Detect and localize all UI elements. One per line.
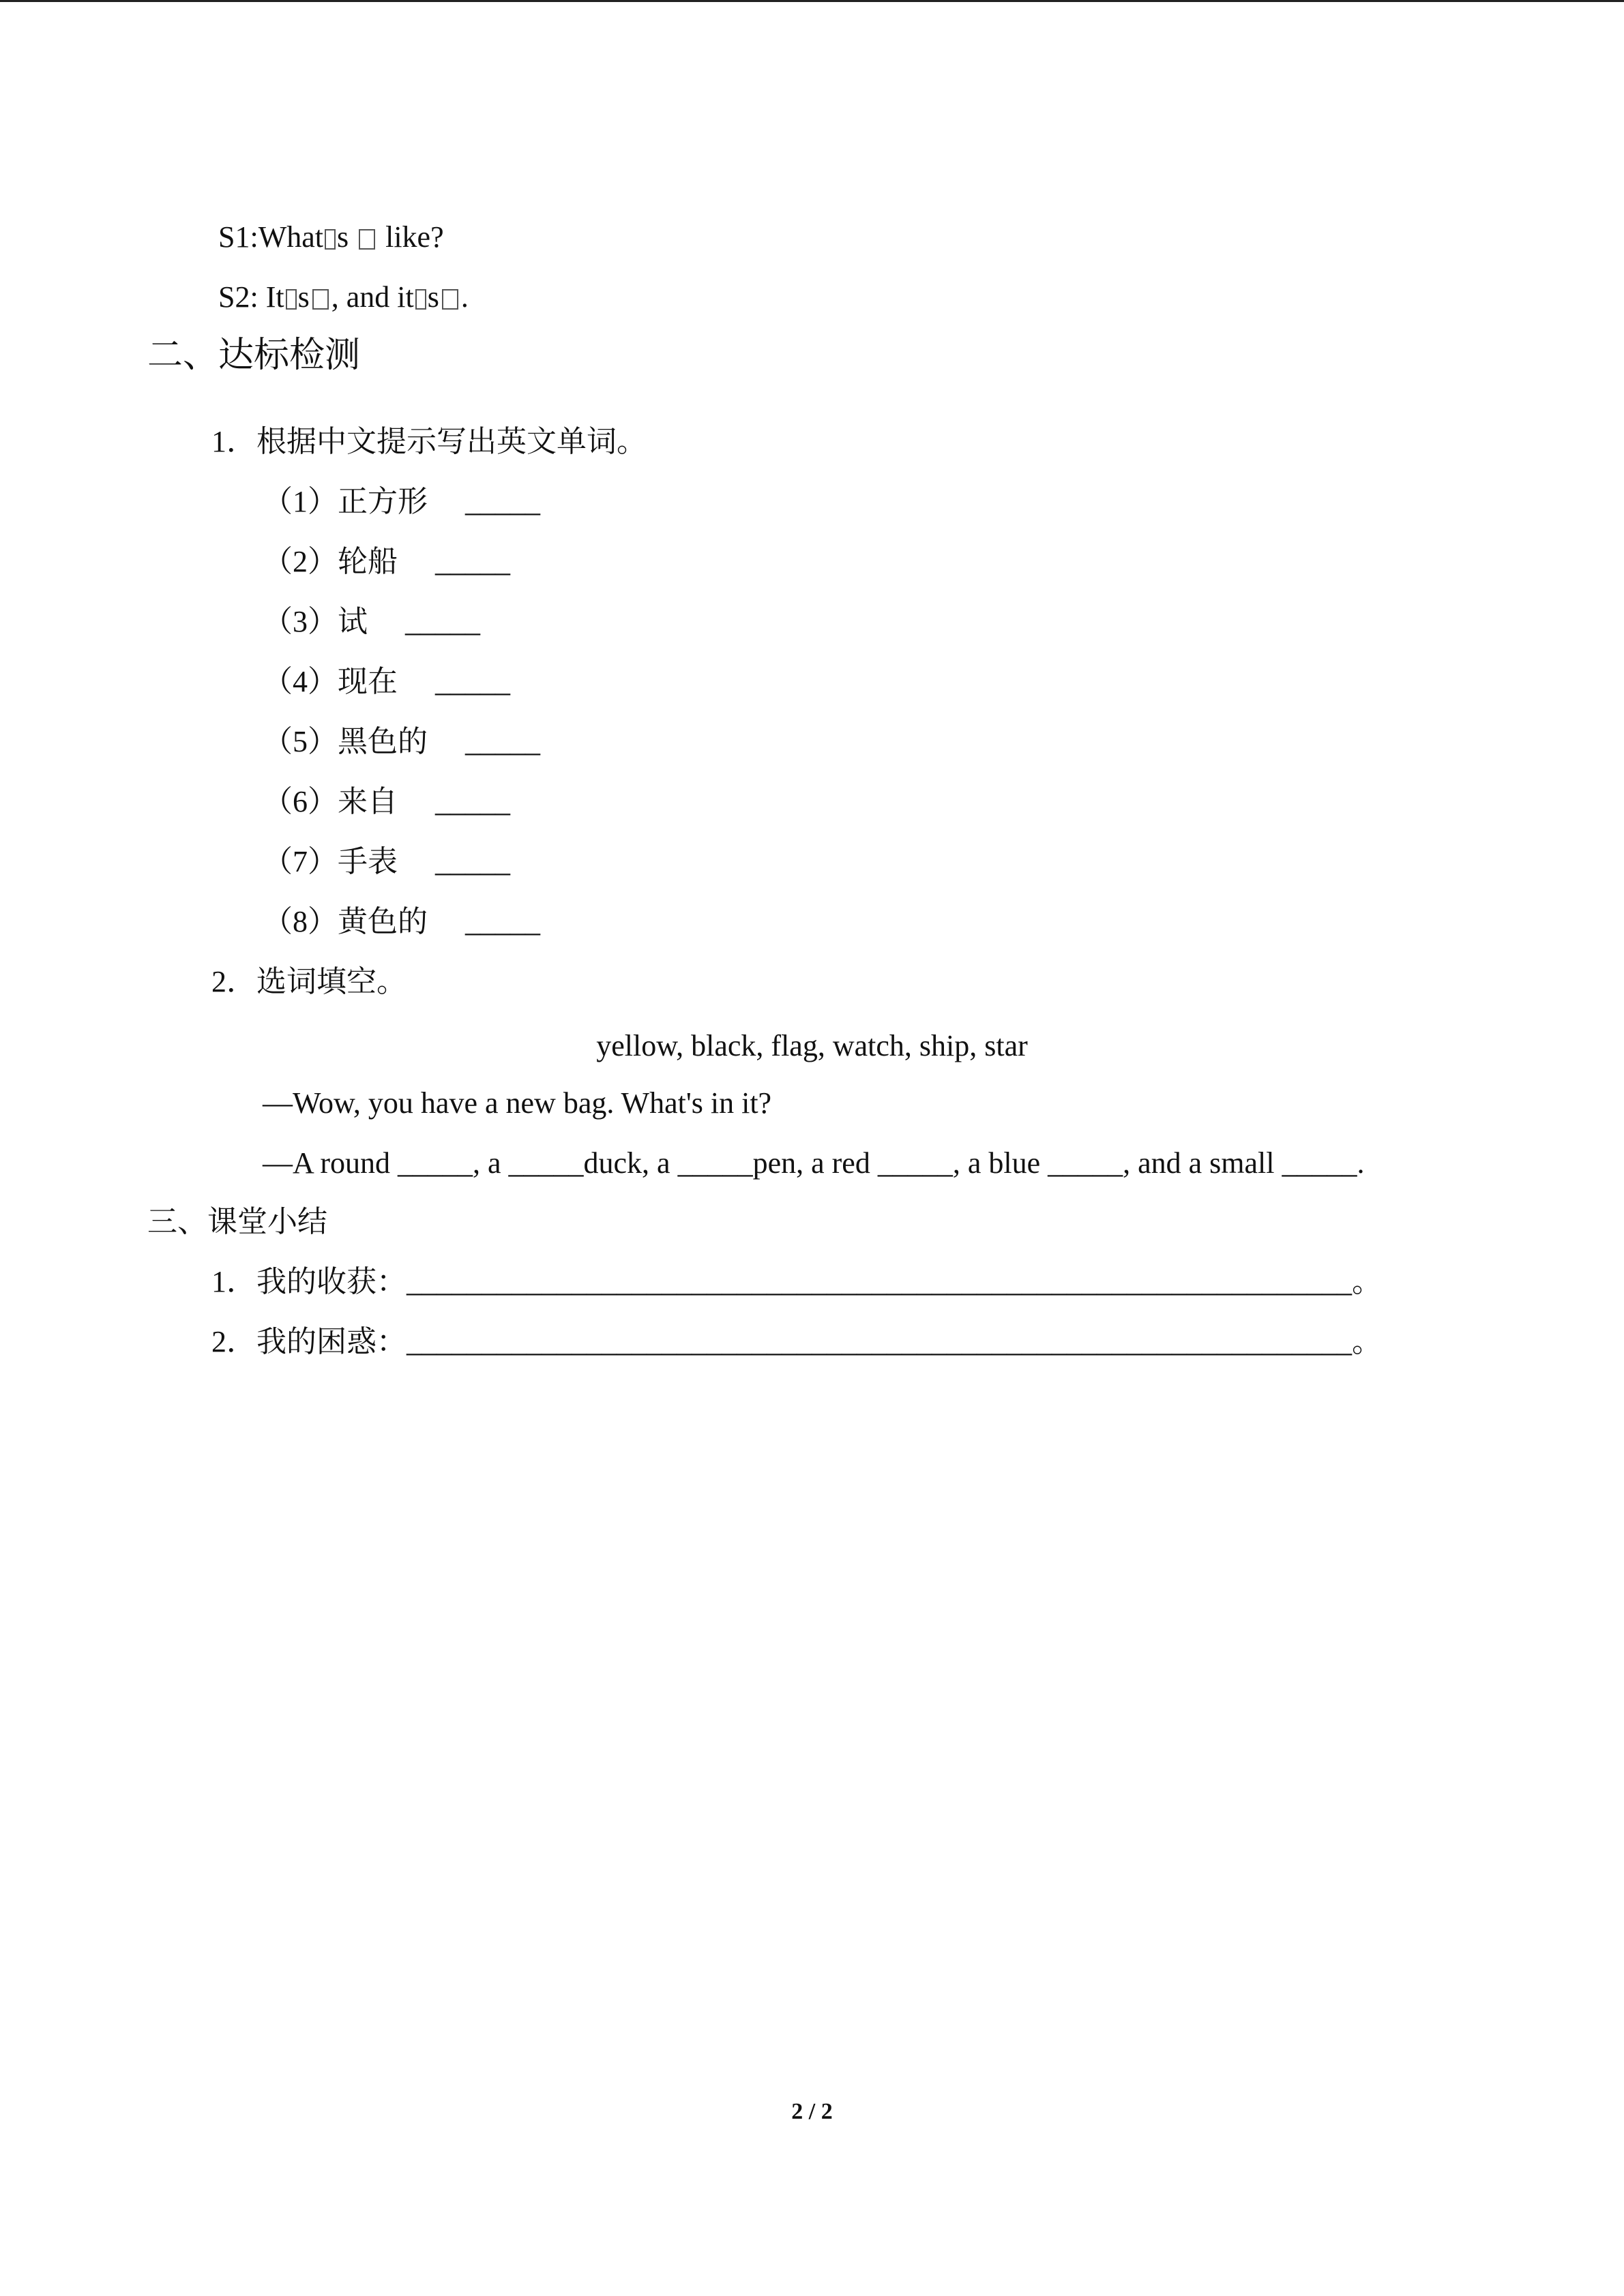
vocab-item: （8）黄色的 _____ bbox=[263, 905, 540, 938]
s1-text-b: s bbox=[336, 220, 349, 254]
section3-title: 三、课堂小结 bbox=[147, 1205, 327, 1238]
placeholder-box bbox=[359, 229, 375, 250]
dialogue-s1 bbox=[218, 218, 444, 256]
s2-text-d: s bbox=[427, 280, 439, 314]
vocab-item: （3）试 _____ bbox=[263, 605, 480, 638]
placeholder-box bbox=[312, 289, 329, 310]
vocab-item: （2）轮船 _____ bbox=[263, 545, 510, 578]
s1-text-c: like? bbox=[385, 220, 444, 254]
placeholder-box bbox=[325, 229, 336, 250]
placeholder-box bbox=[415, 289, 426, 310]
dialogue-s2 bbox=[218, 278, 469, 316]
page-number: 2 / 2 bbox=[791, 2099, 833, 2124]
placeholder-box bbox=[286, 289, 297, 310]
q1-title: 1．根据中文提示写出英文单词。 bbox=[211, 425, 647, 458]
s2-text-c: , and it bbox=[331, 280, 414, 314]
top-border-line bbox=[0, 0, 1624, 2]
summary-questions: 2．我的困惑：_______________________________________________________________。 bbox=[211, 1325, 1382, 1358]
vocab-item: （5）黑色的 _____ bbox=[263, 725, 540, 758]
s2-text-a: S2: It bbox=[218, 280, 284, 314]
q2-title: 2．选词填空。 bbox=[211, 965, 407, 998]
s2-text-b: s bbox=[297, 280, 310, 314]
section2-title: 二、达标检测 bbox=[147, 336, 361, 375]
vocab-item: （4）现在 _____ bbox=[263, 665, 510, 698]
placeholder-box bbox=[442, 289, 458, 310]
fill-line-2: —A round _____, a _____duck, a _____pen, a red _____, a blue _____, and a small _____. bbox=[263, 1146, 1365, 1180]
word-bank: yellow, black, flag, watch, ship, star bbox=[596, 1029, 1028, 1062]
vocab-item: （1）正方形 _____ bbox=[263, 485, 540, 518]
summary-gains: 1．我的收获：_______________________________________________________________。 bbox=[211, 1265, 1382, 1298]
s1-text-a: S1:What bbox=[218, 220, 323, 254]
vocab-item: （7）手表 _____ bbox=[263, 845, 510, 878]
vocab-item: （6）来自 _____ bbox=[263, 785, 510, 818]
s2-text-e: . bbox=[460, 280, 469, 314]
fill-line-1: —Wow, you have a new bag. What's in it? bbox=[263, 1086, 772, 1120]
